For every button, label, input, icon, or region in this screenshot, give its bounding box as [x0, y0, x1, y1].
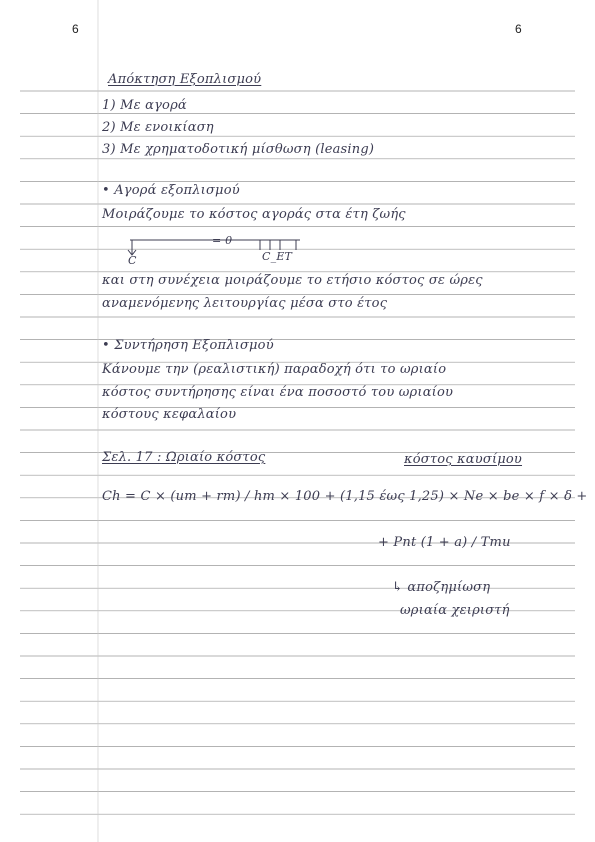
list-item-leasing: 3) Με χρηματοδοτική μίσθωση (leasing): [102, 142, 375, 157]
maintenance-line-2: κόστος συντήρησης είναι ένα ποσοστό του ωριαίου: [102, 385, 454, 400]
purchase-line-2: και στη συνέχεια μοιράζουμε το ετήσιο κόστος σε ώρες: [102, 273, 483, 288]
purchase-title: • Αγορά εξοπλισμού: [102, 183, 240, 198]
page-number-right: 6: [515, 22, 522, 36]
amortization-note: ↳ αποζημίωση: [392, 580, 491, 595]
operator-hourly-note: ωριαία χειριστή: [400, 603, 510, 618]
page-number-left: 6: [72, 22, 79, 36]
heading-acquisition: Απόκτηση Εξοπλισμού: [108, 72, 262, 87]
list-item-purchase: 1) Με αγορά: [102, 98, 187, 113]
maintenance-line-1: Κάνουμε την (ρεαλιστική) παραδοχή ότι το ωριαίο: [102, 362, 447, 377]
timeline-label-cet: C_ET: [262, 250, 293, 263]
hourly-cost-formula: Ch = C × (um + rm) / hm × 100 + (1,15 έως 1,25) × Ne × be × f × δ +: [102, 489, 588, 504]
fuel-cost-label: κόστος καυσίμου: [404, 452, 523, 467]
page-reference-hourly-cost: Σελ. 17 : Ωριαίο κόστος: [102, 450, 266, 465]
purchase-line-1: Μοιράζουμε το κόστος αγοράς στα έτη ζωής: [102, 207, 406, 222]
timeline-equals-zero: = 0: [212, 234, 233, 247]
purchase-line-3: αναμενόμενης λειτουργίας μέσα στο έτος: [102, 296, 388, 311]
timeline-label-c: C: [128, 254, 137, 267]
maintenance-line-3: κόστους κεφαλαίου: [102, 407, 237, 422]
operator-cost-term: + Pnt (1 + a) / Tmu: [378, 535, 511, 550]
maintenance-title: • Συντήρηση Εξοπλισμού: [102, 338, 274, 353]
list-item-rental: 2) Με ενοικίαση: [102, 120, 214, 135]
